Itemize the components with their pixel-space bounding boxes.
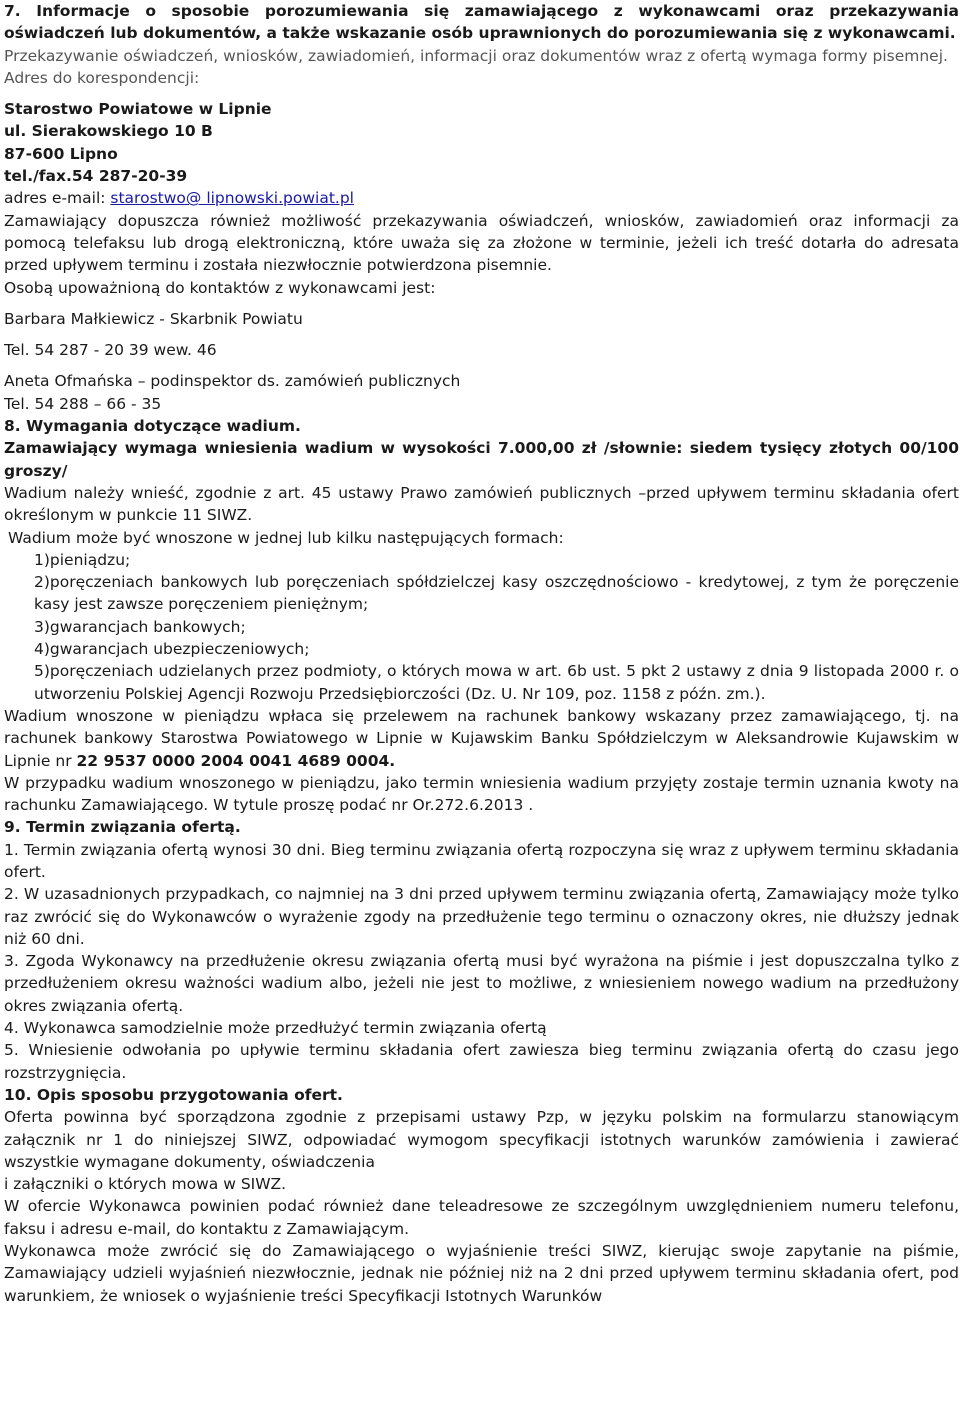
list-item: 1. Termin związania ofertą wynosi 30 dni. Bieg terminu związania ofertą rozpoczyna się wraz z upływem terminu składania ofert. <box>4 840 959 881</box>
offer-form-paragraph-end: i załączniki o których mowa w SIWZ. <box>4 1175 287 1194</box>
contact-person-1-phone: Tel. 54 287 - 20 39 wew. 46 <box>4 341 217 360</box>
section-7-heading: 7. Informacje o sposobie porozumiewania się zamawiającego z wykonawcami oraz przekazywania oświadczeń lub dokumentów, a także wskazanie osób uprawnionych do porozumiewania się z wykonawcami. <box>4 2 959 43</box>
bank-account-number: 22 9537 0000 2004 0041 4689 0004. <box>76 751 396 770</box>
wadium-bank-text: Wadium wnoszone w pieniądzu wpłaca się przelewem na rachunek bankowy wskazany przez zamawiającego, tj. na rachunek bankowy Starostwa Powiatowego w Lipnie w Kujawskim Banku Spółdzielczym w Aleksandrowie Kujawskim w Lipnie nr <box>4 706 959 770</box>
clarification-paragraph: Wykonawca może zwrócić się do Zamawiającego o wyjaśnienie treści SIWZ, kierując swoje zapytanie na piśmie, Zamawiający udzieli wyjaśnień niezwłocznie, jednak nie później niż na 2 dni przed upływem terminu składania ofert, pod warunkiem, że wniosek o wyjaśnienie treści Specyfikacji Istotnych Warunków <box>4 1242 959 1305</box>
wadium-bank-paragraph <box>4 705 959 772</box>
list-item: 4)gwarancjach ubezpieczeniowych; <box>34 640 310 659</box>
wadium-forms-intro: Wadium może być wnoszone w jednej lub kilku następujących formach: <box>8 528 564 547</box>
section-10-heading: 10. Opis sposobu przygotowania ofert. <box>4 1085 343 1104</box>
wadium-deadline-paragraph: Wadium należy wnieść, zgodnie z art. 45 ustawy Prawo zamówień publicznych –przed upływem terminu składania ofert określonym w punkcie 11 SIWZ. <box>4 483 959 525</box>
address-label: Adres do korespondencji: <box>4 68 200 87</box>
contact-person-2: Aneta Ofmańska – podinspektor ds. zamówień publicznych <box>4 372 461 391</box>
address-street: ul. Sierakowskiego 10 B <box>4 122 213 141</box>
section-7-paragraph-electronic: Zamawiający dopuszcza również możliwość przekazywania oświadczeń, wniosków, zawiadomień oraz informacji za pomocą telefaksu lub drogą elektroniczną, które uważa się za złożone w terminie, jeżeli ich treść dotarła do adresata przed upływem terminu i została niezwłocznie potwierdzona pisemnie. <box>4 211 959 275</box>
list-item: 1)pieniądzu; <box>34 550 131 569</box>
address-block <box>4 98 959 187</box>
email-line <box>4 187 959 209</box>
address-phone: tel./fax.54 287-20-39 <box>4 167 188 186</box>
wadium-title-paragraph: W przypadku wadium wnoszonego w pieniądzu, jako termin wniesienia wadium przyjęty zostaje termin uznania kwoty na rachunku Zamawiającego. W tytule proszę podać nr Or.272.6.2013 . <box>4 773 959 815</box>
contact-intro: Osobą upoważnioną do kontaktów z wykonawcami jest: <box>4 278 436 297</box>
address-name: Starostwo Powiatowe w Lipnie <box>4 100 272 119</box>
offer-form-paragraph: Oferta powinna być sporządzona zgodnie z przepisami ustawy Pzp, w języku polskim na formularzu stanowiącym załącznik nr 1 do niniejszej SIWZ, odpowiadać wymogom specyfikacji istotnych warunków zamówienia i zawierać wszystkie wymagane dokumenty, oświadczenia <box>4 1108 959 1171</box>
address-city: 87-600 Lipno <box>4 144 118 163</box>
list-item: 5)poręczeniach udzielanych przez podmioty, o których mowa w art. 6b ust. 5 pkt 2 ustawy z dnia 9 listopada 2000 r. o utworzeniu Polskiej Agencji Rozwoju Przedsiębiorczości (Dz. U. Nr 109, poz. 1158 z późn. zm.). <box>34 662 959 703</box>
wadium-requirement: Zamawiający wymaga wniesienia wadium w wysokości 7.000,00 zł /słownie: siedem tysięcy złotych 00/100 groszy/ <box>4 439 959 480</box>
section-7-paragraph-written-form: Przekazywanie oświadczeń, wniosków, zawiadomień, informacji oraz dokumentów wraz z ofertą wymaga formy pisemnej. <box>4 46 948 65</box>
contact-person-2-phone: Tel. 54 288 – 66 - 35 <box>4 394 162 413</box>
section-8-heading: 8. Wymagania dotyczące wadium. <box>4 417 301 436</box>
list-item: 2. W uzasadnionych przypadkach, co najmniej na 3 dni przed upływem terminu związania ofertą, Zamawiający może tylko raz zwrócić się do Wykonawców o wyrażenie zgody na przedłużenie tego terminu o oznaczony okres, nie dłuższy jednak niż 60 dni. <box>4 885 959 948</box>
list-item: 3)gwarancjach bankowych; <box>34 617 246 636</box>
list-item: 2)poręczeniach bankowych lub poręczeniach spółdzielczej kasy oszczędnościowo - kredytowej, z tym że poręczenie kasy jest zawsze poręczeniem pieniężnym; <box>34 573 959 614</box>
offer-contact-paragraph: W ofercie Wykonawca powinien podać również dane teleadresowe ze szczególnym uwzględnieniem numeru telefonu, faksu i adresu e-mail, do kontaktu z Zamawiającym. <box>4 1197 959 1238</box>
list-item: 4. Wykonawca samodzielnie może przedłużyć termin związania ofertą <box>4 1019 547 1038</box>
contact-person-1: Barbara Małkiewicz - Skarbnik Powiatu <box>4 309 303 328</box>
section-9-heading: 9. Termin związania ofertą. <box>4 818 241 837</box>
email-link[interactable]: starostwo@ lipnowski.powiat.pl <box>110 189 354 208</box>
wadium-forms-list <box>4 549 959 705</box>
list-item: 5. Wniesienie odwołania po upływie terminu składania ofert zawiesza bieg terminu związania ofertą do czasu jego rozstrzygnięcia. <box>4 1041 959 1082</box>
email-label: adres e-mail: <box>4 189 111 208</box>
list-item: 3. Zgoda Wykonawcy na przedłużenie okresu związania ofertą musi być wyrażona na piśmie i jest dopuszczalna tylko z przedłużeniem okresu ważności wadium albo, jeżeli nie jest to możliwe, z wniesieniem nowego wadium na przedłużony okres związania ofertą. <box>4 952 959 1015</box>
